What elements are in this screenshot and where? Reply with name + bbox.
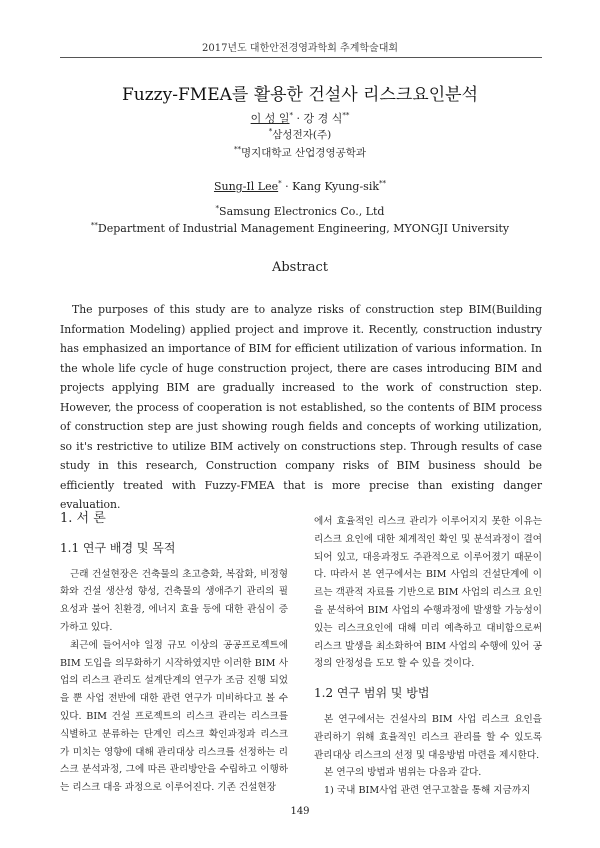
affiliation-name: 삼성전자(주)	[272, 129, 332, 141]
header-rule	[60, 57, 542, 58]
section-1-2-heading: 1.2 연구 범위 및 방법	[314, 686, 430, 701]
author-1-mark: *	[289, 111, 293, 120]
affiliation-mark: **	[233, 145, 241, 154]
left-column	[60, 510, 288, 797]
affiliation-mark: *	[215, 204, 220, 213]
affiliation-mark: *	[268, 127, 273, 136]
author-1-kr: 이 성 일	[250, 112, 290, 125]
affiliation-name: Department of Industrial Management Engineering, MYONGJI University	[97, 222, 510, 235]
section-1-1-paragraph-2: 최근에 들어서야 일정 규모 이상의 공공프로젝트에 BIM 도입을 의무화하기 시작하였지만 이러한 BIM 사업의 리스크 관리도 설계단계의 연구가 조금 진행 되었을 뿐 사업 전반에 대한 관련 연구가 미비하다고 볼 수 있다. BIM 건설 프로젝트의 리스크 관리는 리스크를 식별하고 분류하는 단계인 리스크 확인과정과 리스크가 미치는 영향에 대해 관리대상 리스크를 선정하는 리스크 분석과정, 그에 따른 관리방안을 수립하고 이행하는 리스크 대응 과정으로 이루어진다. 기존 건설현장	[60, 639, 288, 794]
authors-english	[0, 180, 600, 193]
abstract-heading: Abstract	[271, 260, 329, 275]
section-1-2-paragraph-2: 본 연구의 방법과 범위는 다음과 같다.	[324, 767, 482, 779]
affiliation-name: Samsung Electronics Co., Ltd	[219, 205, 385, 218]
section-spacer	[314, 673, 542, 685]
affiliation-en-2	[0, 222, 600, 235]
author-separator: ·	[293, 112, 304, 125]
affiliation-en-1	[0, 205, 600, 218]
section-1-2-paragraph-1: 본 연구에서는 건설사의 BIM 사업 리스크 요인을 관리하기 위해 효율적인 리스크 관리를 할 수 있도록 관리대상 리스크의 선정 및 대응방법 마련을 제시한다.	[314, 713, 542, 761]
affiliation-name: 명지대학교 산업경영공학과	[240, 147, 367, 159]
author-2-mark: **	[379, 179, 387, 188]
page-number: 149	[290, 806, 310, 817]
section-1-2-list-item-1: 1) 국내 BIM사업 관련 연구고찰을 통해 지금까지	[324, 785, 531, 797]
paper-title: Fuzzy-FMEA를 활용한 건설사 리스크요인분석	[121, 85, 478, 105]
affiliation-kr-2	[0, 145, 600, 160]
conference-header: 2017년도 대한안전경영과학회 추계학술대회	[201, 43, 399, 54]
section-1-1-paragraph-1: 근래 건설현장은 건축물의 초고층화, 복잡화, 비정형화와 건설 생산성 향성, 건축물의 생애주기 관리의 필요성과 불어 친환경, 에너지 효율 등에 대한 관심이 증가하고 있다.	[60, 568, 288, 633]
affiliation-kr-1	[0, 127, 600, 142]
right-column	[314, 513, 542, 800]
authors-korean	[0, 110, 600, 126]
section-1-heading: 1. 서 론	[60, 511, 106, 526]
section-1-1-paragraph-2-continued: 에서 효율적인 리스크 관리가 이루어지지 못한 이유는 리스크 요인에 대한 체계적인 확인 및 분석과정이 결여되어 있고, 대응과정도 주관적으로 이루어졌기 때문이다. 따라서 본 연구에서는 BIM 사업의 건설단계에 이르는 객관적 자료를 기반으로 BIM 사업의 리스크 요인을 분석하여 BIM 사업의 수행과정에 발생할 가능성이 있는 리스크요인에 대해 미리 예측하고 대비함으로써 리스크 발생을 최소화하여 BIM 사업의 수행에 있어 공정의 안정성을 도모 할 수 있을 것이다.	[314, 516, 542, 670]
section-1-1-heading: 1.1 연구 배경 및 목적	[60, 540, 176, 555]
author-2-kr: 강 경 식	[303, 112, 343, 125]
author-2-en: Kang Kyung-sik	[292, 180, 380, 193]
abstract-text: The purposes of this study are to analyze risks of construction step BIM(Building Information Modeling) applied project and improve it. Recently, construction industry has emphasized an importance of BIM for efficient utilization of various information. In the whole life cycle of huge construction project, there are cases introducing BIM and projects applying BIM are gradually increased to the work of construction step. However, the process of cooperation is not established, so the contents of BIM process of construction step are just showing rough fields and concepts of working utilization, so it's restrictive to utilize BIM actively on constructions step. Through results of case study in this research, Construction company risks of BIM business should be efficiently treated with Fuzzy-FMEA that is more precise than existing danger evaluation.	[60, 303, 542, 511]
author-separator: ·	[281, 180, 293, 193]
author-2-mark: **	[342, 111, 350, 120]
affiliation-mark: **	[90, 221, 98, 230]
author-1-en: Sung-Il Lee	[213, 180, 279, 193]
author-1-mark: *	[278, 179, 282, 188]
